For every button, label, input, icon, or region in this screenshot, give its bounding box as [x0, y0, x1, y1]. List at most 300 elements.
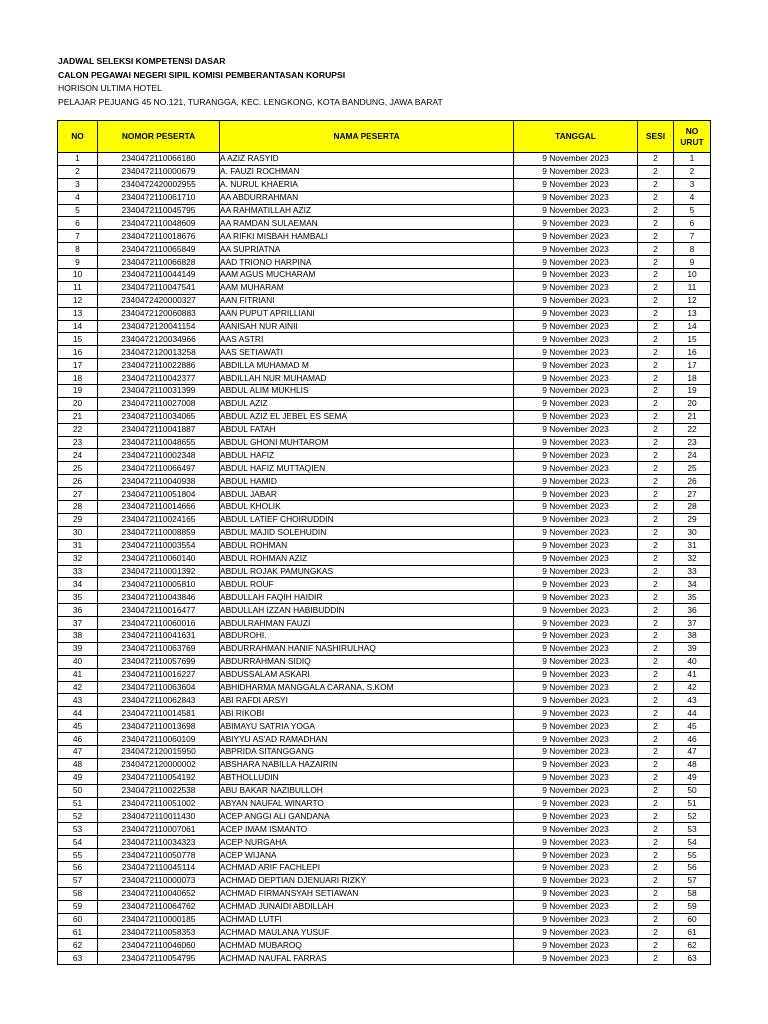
cell-nomor-peserta: 2340472110063604	[98, 681, 220, 694]
cell-no-urut: 58	[674, 887, 711, 900]
cell-tanggal: 9 November 2023	[514, 745, 638, 758]
cell-no: 1	[58, 153, 98, 166]
cell-sesi: 2	[638, 513, 674, 526]
cell-sesi: 2	[638, 720, 674, 733]
cell-nomor-peserta: 2340472110061710	[98, 191, 220, 204]
cell-sesi: 2	[638, 256, 674, 269]
table-row	[58, 423, 711, 436]
cell-nama-peserta: ABDUL MAJID SOLEHUDIN	[220, 526, 514, 539]
cell-tanggal: 9 November 2023	[514, 694, 638, 707]
cell-nama-peserta: ABDUL AZIZ	[220, 397, 514, 410]
cell-tanggal: 9 November 2023	[514, 204, 638, 217]
table-row	[58, 939, 711, 952]
cell-nomor-peserta: 2340472110041631	[98, 629, 220, 642]
cell-no: 9	[58, 256, 98, 269]
cell-no: 18	[58, 372, 98, 385]
table-body	[58, 153, 711, 965]
cell-nomor-peserta: 2340472110000185	[98, 913, 220, 926]
table-row	[58, 449, 711, 462]
cell-sesi: 2	[638, 294, 674, 307]
cell-nama-peserta: ABDUL ROUF	[220, 578, 514, 591]
cell-sesi: 2	[638, 372, 674, 385]
cell-nama-peserta: AA RAMDAN SULAEMAN	[220, 217, 514, 230]
cell-tanggal: 9 November 2023	[514, 900, 638, 913]
table-row	[58, 655, 711, 668]
cell-nomor-peserta: 2340472110040652	[98, 887, 220, 900]
cell-nomor-peserta: 2340472110050778	[98, 849, 220, 862]
cell-tanggal: 9 November 2023	[514, 655, 638, 668]
cell-no-urut: 53	[674, 823, 711, 836]
cell-tanggal: 9 November 2023	[514, 849, 638, 862]
cell-sesi: 2	[638, 952, 674, 965]
column-header-no-urut: NO URUT	[674, 121, 711, 153]
cell-nomor-peserta: 2340472110000073	[98, 874, 220, 887]
cell-tanggal: 9 November 2023	[514, 913, 638, 926]
cell-no: 24	[58, 449, 98, 462]
table-row	[58, 926, 711, 939]
cell-tanggal: 9 November 2023	[514, 281, 638, 294]
cell-sesi: 2	[638, 578, 674, 591]
cell-no-urut: 13	[674, 307, 711, 320]
cell-nama-peserta: AAS ASTRI	[220, 333, 514, 346]
cell-nomor-peserta: 2340472110018676	[98, 230, 220, 243]
cell-no-urut: 41	[674, 668, 711, 681]
cell-no: 43	[58, 694, 98, 707]
table-row	[58, 771, 711, 784]
cell-nomor-peserta: 2340472110024165	[98, 513, 220, 526]
cell-sesi: 2	[638, 552, 674, 565]
table-row	[58, 887, 711, 900]
cell-nomor-peserta: 2340472110002348	[98, 449, 220, 462]
cell-no-urut: 43	[674, 694, 711, 707]
table-row	[58, 823, 711, 836]
cell-nama-peserta: ABIMAYU SATRIA YOGA	[220, 720, 514, 733]
cell-nomor-peserta: 2340472110000679	[98, 165, 220, 178]
cell-sesi: 2	[638, 771, 674, 784]
cell-nomor-peserta: 2340472120013258	[98, 346, 220, 359]
cell-nomor-peserta: 2340472110044149	[98, 269, 220, 282]
cell-sesi: 2	[638, 874, 674, 887]
cell-nama-peserta: ABDUL ROHMAN AZIZ	[220, 552, 514, 565]
table-row	[58, 243, 711, 256]
cell-no: 50	[58, 784, 98, 797]
cell-no: 5	[58, 204, 98, 217]
cell-nama-peserta: ABSHARA NABILLA HAZAIRIN	[220, 758, 514, 771]
cell-no-urut: 25	[674, 462, 711, 475]
table-row	[58, 488, 711, 501]
cell-sesi: 2	[638, 926, 674, 939]
table-row	[58, 642, 711, 655]
cell-nama-peserta: ABPRIDA SITANGGANG	[220, 745, 514, 758]
cell-no: 29	[58, 513, 98, 526]
cell-no-urut: 63	[674, 952, 711, 965]
cell-nama-peserta: ACHMAD LUTFI	[220, 913, 514, 926]
cell-nama-peserta: ABU BAKAR NAZIBULLOH	[220, 784, 514, 797]
cell-no: 2	[58, 165, 98, 178]
cell-nama-peserta: ABDUL ROJAK PAMUNGKAS	[220, 565, 514, 578]
cell-no: 46	[58, 733, 98, 746]
cell-no-urut: 2	[674, 165, 711, 178]
cell-nomor-peserta: 2340472110051804	[98, 488, 220, 501]
cell-sesi: 2	[638, 836, 674, 849]
cell-no-urut: 60	[674, 913, 711, 926]
table-row	[58, 256, 711, 269]
cell-no: 47	[58, 745, 98, 758]
cell-no-urut: 56	[674, 861, 711, 874]
cell-no-urut: 11	[674, 281, 711, 294]
cell-nomor-peserta: 2340472110014666	[98, 501, 220, 514]
cell-nomor-peserta: 2340472110016477	[98, 604, 220, 617]
cell-no: 15	[58, 333, 98, 346]
cell-no: 33	[58, 565, 98, 578]
table-row	[58, 668, 711, 681]
cell-nomor-peserta: 2340472110016227	[98, 668, 220, 681]
cell-sesi: 2	[638, 913, 674, 926]
cell-nama-peserta: AAM MUHARAM	[220, 281, 514, 294]
cell-no-urut: 30	[674, 526, 711, 539]
cell-sesi: 2	[638, 397, 674, 410]
cell-nomor-peserta: 2340472110058353	[98, 926, 220, 939]
cell-tanggal: 9 November 2023	[514, 526, 638, 539]
cell-nomor-peserta: 2340472110066828	[98, 256, 220, 269]
cell-no-urut: 5	[674, 204, 711, 217]
table-row	[58, 952, 711, 965]
cell-nomor-peserta: 2340472110045114	[98, 861, 220, 874]
cell-no: 32	[58, 552, 98, 565]
cell-nomor-peserta: 2340472110045795	[98, 204, 220, 217]
cell-no: 41	[58, 668, 98, 681]
cell-nama-peserta: AANISAH NUR AINII	[220, 320, 514, 333]
cell-sesi: 2	[638, 707, 674, 720]
cell-no: 27	[58, 488, 98, 501]
cell-nomor-peserta: 2340472110066180	[98, 153, 220, 166]
cell-no: 6	[58, 217, 98, 230]
cell-no-urut: 3	[674, 178, 711, 191]
cell-tanggal: 9 November 2023	[514, 410, 638, 423]
cell-no: 11	[58, 281, 98, 294]
cell-no: 31	[58, 539, 98, 552]
cell-no: 42	[58, 681, 98, 694]
cell-nomor-peserta: 2340472110034323	[98, 836, 220, 849]
cell-tanggal: 9 November 2023	[514, 333, 638, 346]
cell-tanggal: 9 November 2023	[514, 668, 638, 681]
cell-nama-peserta: ACHMAD DEPTIAN DJENUARI RIZKY	[220, 874, 514, 887]
cell-nama-peserta: ABDUL JABAR	[220, 488, 514, 501]
table-row	[58, 913, 711, 926]
cell-tanggal: 9 November 2023	[514, 178, 638, 191]
cell-no-urut: 23	[674, 436, 711, 449]
cell-sesi: 2	[638, 449, 674, 462]
cell-no-urut: 8	[674, 243, 711, 256]
cell-nomor-peserta: 2340472120041154	[98, 320, 220, 333]
cell-sesi: 2	[638, 668, 674, 681]
cell-tanggal: 9 November 2023	[514, 642, 638, 655]
cell-tanggal: 9 November 2023	[514, 539, 638, 552]
cell-no-urut: 28	[674, 501, 711, 514]
cell-sesi: 2	[638, 475, 674, 488]
cell-tanggal: 9 November 2023	[514, 926, 638, 939]
cell-no-urut: 6	[674, 217, 711, 230]
cell-no: 20	[58, 397, 98, 410]
cell-tanggal: 9 November 2023	[514, 707, 638, 720]
cell-tanggal: 9 November 2023	[514, 861, 638, 874]
cell-sesi: 2	[638, 243, 674, 256]
cell-nomor-peserta: 2340472110001392	[98, 565, 220, 578]
cell-no-urut: 51	[674, 797, 711, 810]
cell-nama-peserta: AAN FITRIANI	[220, 294, 514, 307]
cell-no: 60	[58, 913, 98, 926]
cell-sesi: 2	[638, 359, 674, 372]
cell-tanggal: 9 November 2023	[514, 217, 638, 230]
table-row	[58, 565, 711, 578]
cell-tanggal: 9 November 2023	[514, 810, 638, 823]
cell-sesi: 2	[638, 281, 674, 294]
cell-sesi: 2	[638, 539, 674, 552]
cell-no: 48	[58, 758, 98, 771]
cell-nama-peserta: ABDUL ALIM MUKHLIS	[220, 385, 514, 398]
cell-no-urut: 12	[674, 294, 711, 307]
cell-no: 26	[58, 475, 98, 488]
header-address: PELAJAR PEJUANG 45 NO.121, TURANGGA, KEC. LENGKONG, KOTA BANDUNG, JAWA BARAT	[58, 96, 443, 107]
cell-no-urut: 15	[674, 333, 711, 346]
cell-nomor-peserta: 2340472420000327	[98, 294, 220, 307]
cell-sesi: 2	[638, 501, 674, 514]
cell-tanggal: 9 November 2023	[514, 952, 638, 965]
cell-nama-peserta: ABIYYU AS'AD RAMADHAN	[220, 733, 514, 746]
cell-tanggal: 9 November 2023	[514, 436, 638, 449]
cell-nomor-peserta: 2340472110022538	[98, 784, 220, 797]
cell-no: 36	[58, 604, 98, 617]
table-row	[58, 745, 711, 758]
cell-tanggal: 9 November 2023	[514, 269, 638, 282]
cell-no: 61	[58, 926, 98, 939]
column-header-nama-peserta: NAMA PESERTA	[220, 121, 514, 153]
cell-no-urut: 54	[674, 836, 711, 849]
cell-no-urut: 36	[674, 604, 711, 617]
cell-no-urut: 52	[674, 810, 711, 823]
cell-sesi: 2	[638, 758, 674, 771]
cell-nomor-peserta: 2340472110054795	[98, 952, 220, 965]
cell-no: 45	[58, 720, 98, 733]
table-row	[58, 346, 711, 359]
cell-no-urut: 42	[674, 681, 711, 694]
cell-sesi: 2	[638, 861, 674, 874]
table-row	[58, 539, 711, 552]
cell-no: 35	[58, 591, 98, 604]
cell-sesi: 2	[638, 488, 674, 501]
cell-no-urut: 35	[674, 591, 711, 604]
cell-tanggal: 9 November 2023	[514, 617, 638, 630]
cell-no-urut: 26	[674, 475, 711, 488]
cell-no: 58	[58, 887, 98, 900]
cell-no: 53	[58, 823, 98, 836]
table-row	[58, 230, 711, 243]
cell-sesi: 2	[638, 591, 674, 604]
cell-no: 28	[58, 501, 98, 514]
cell-tanggal: 9 November 2023	[514, 758, 638, 771]
cell-nama-peserta: ACHMAD MAULANA YUSUF	[220, 926, 514, 939]
cell-tanggal: 9 November 2023	[514, 939, 638, 952]
table-row	[58, 604, 711, 617]
cell-no-urut: 47	[674, 745, 711, 758]
cell-nomor-peserta: 2340472110034065	[98, 410, 220, 423]
cell-no-urut: 4	[674, 191, 711, 204]
document-header	[58, 55, 443, 109]
table-row	[58, 436, 711, 449]
cell-tanggal: 9 November 2023	[514, 604, 638, 617]
table-row	[58, 591, 711, 604]
cell-no: 40	[58, 655, 98, 668]
table-row	[58, 861, 711, 874]
cell-no-urut: 33	[674, 565, 711, 578]
cell-no: 37	[58, 617, 98, 630]
cell-sesi: 2	[638, 810, 674, 823]
participant-table	[57, 120, 711, 965]
cell-nomor-peserta: 2340472110062843	[98, 694, 220, 707]
cell-no-urut: 39	[674, 642, 711, 655]
cell-nama-peserta: AAS SETIAWATI	[220, 346, 514, 359]
cell-no-urut: 20	[674, 397, 711, 410]
column-header-nomor-peserta: NOMOR PESERTA	[98, 121, 220, 153]
cell-no: 12	[58, 294, 98, 307]
table-row	[58, 578, 711, 591]
cell-sesi: 2	[638, 269, 674, 282]
cell-nomor-peserta: 2340472110060140	[98, 552, 220, 565]
cell-no: 56	[58, 861, 98, 874]
cell-no-urut: 45	[674, 720, 711, 733]
cell-nomor-peserta: 2340472110065849	[98, 243, 220, 256]
table-row	[58, 552, 711, 565]
cell-sesi: 2	[638, 307, 674, 320]
table-row	[58, 810, 711, 823]
column-header-no: NO	[58, 121, 98, 153]
cell-nama-peserta: ABI RIKOBI	[220, 707, 514, 720]
cell-nama-peserta: ABDUL HAFIZ MUTTAQIEN	[220, 462, 514, 475]
cell-no: 8	[58, 243, 98, 256]
cell-tanggal: 9 November 2023	[514, 823, 638, 836]
header-venue: HORISON ULTIMA HOTEL	[58, 83, 162, 93]
cell-no-urut: 57	[674, 874, 711, 887]
cell-tanggal: 9 November 2023	[514, 243, 638, 256]
cell-no-urut: 1	[674, 153, 711, 166]
cell-sesi: 2	[638, 320, 674, 333]
cell-nomor-peserta: 2340472110043846	[98, 591, 220, 604]
cell-nama-peserta: ABDUL HAMID	[220, 475, 514, 488]
cell-no-urut: 59	[674, 900, 711, 913]
table-row	[58, 372, 711, 385]
cell-no: 51	[58, 797, 98, 810]
cell-nomor-peserta: 2340472110031399	[98, 385, 220, 398]
cell-tanggal: 9 November 2023	[514, 488, 638, 501]
cell-no: 30	[58, 526, 98, 539]
cell-sesi: 2	[638, 165, 674, 178]
cell-no-urut: 48	[674, 758, 711, 771]
table-row	[58, 526, 711, 539]
cell-sesi: 2	[638, 681, 674, 694]
cell-nomor-peserta: 2340472110013698	[98, 720, 220, 733]
cell-no: 21	[58, 410, 98, 423]
cell-nama-peserta: ABDULRAHMAN FAUZI	[220, 617, 514, 630]
cell-no-urut: 21	[674, 410, 711, 423]
cell-tanggal: 9 November 2023	[514, 552, 638, 565]
table-row	[58, 501, 711, 514]
cell-tanggal: 9 November 2023	[514, 423, 638, 436]
cell-no: 63	[58, 952, 98, 965]
cell-nama-peserta: ACEP NURGAHA	[220, 836, 514, 849]
cell-sesi: 2	[638, 629, 674, 642]
cell-sesi: 2	[638, 939, 674, 952]
cell-nomor-peserta: 2340472110066497	[98, 462, 220, 475]
cell-nama-peserta: ABHIDHARMA MANGGALA CARANA, S.KOM	[220, 681, 514, 694]
column-header-sesi: SESI	[638, 121, 674, 153]
table-row	[58, 294, 711, 307]
cell-tanggal: 9 November 2023	[514, 733, 638, 746]
table-row	[58, 462, 711, 475]
table-row	[58, 733, 711, 746]
cell-nomor-peserta: 2340472110054192	[98, 771, 220, 784]
cell-nomor-peserta: 2340472110042377	[98, 372, 220, 385]
cell-no-urut: 7	[674, 230, 711, 243]
table-row	[58, 217, 711, 230]
cell-tanggal: 9 November 2023	[514, 565, 638, 578]
cell-nomor-peserta: 2340472120034966	[98, 333, 220, 346]
cell-tanggal: 9 November 2023	[514, 230, 638, 243]
table-row	[58, 513, 711, 526]
cell-no: 22	[58, 423, 98, 436]
table-row	[58, 720, 711, 733]
cell-no: 23	[58, 436, 98, 449]
table-row	[58, 797, 711, 810]
cell-nomor-peserta: 2340472110046060	[98, 939, 220, 952]
cell-sesi: 2	[638, 385, 674, 398]
cell-no: 14	[58, 320, 98, 333]
cell-nama-peserta: AA RIFKI MISBAH HAMBALI	[220, 230, 514, 243]
cell-sesi: 2	[638, 526, 674, 539]
cell-nama-peserta: ABI RAFDI ARSYI	[220, 694, 514, 707]
table-row	[58, 617, 711, 630]
table-row	[58, 385, 711, 398]
table-row	[58, 849, 711, 862]
cell-sesi: 2	[638, 900, 674, 913]
cell-no-urut: 19	[674, 385, 711, 398]
table-row	[58, 191, 711, 204]
cell-nomor-peserta: 2340472120015950	[98, 745, 220, 758]
cell-nomor-peserta: 2340472110057699	[98, 655, 220, 668]
cell-nomor-peserta: 2340472110060109	[98, 733, 220, 746]
table-row	[58, 874, 711, 887]
table-row	[58, 320, 711, 333]
cell-sesi: 2	[638, 191, 674, 204]
cell-nama-peserta: ACHMAD MUBAROQ	[220, 939, 514, 952]
table-row	[58, 333, 711, 346]
cell-nomor-peserta: 2340472110048655	[98, 436, 220, 449]
cell-no: 52	[58, 810, 98, 823]
cell-no-urut: 9	[674, 256, 711, 269]
cell-no: 25	[58, 462, 98, 475]
cell-nama-peserta: ABDILLAH NUR MUHAMAD	[220, 372, 514, 385]
cell-nomor-peserta: 2340472120060883	[98, 307, 220, 320]
cell-sesi: 2	[638, 823, 674, 836]
cell-tanggal: 9 November 2023	[514, 372, 638, 385]
cell-nomor-peserta: 2340472110008859	[98, 526, 220, 539]
cell-sesi: 2	[638, 204, 674, 217]
cell-tanggal: 9 November 2023	[514, 359, 638, 372]
cell-no-urut: 14	[674, 320, 711, 333]
cell-no-urut: 17	[674, 359, 711, 372]
cell-no: 34	[58, 578, 98, 591]
table-row	[58, 900, 711, 913]
cell-nama-peserta: ABYAN NAUFAL WINARTO	[220, 797, 514, 810]
